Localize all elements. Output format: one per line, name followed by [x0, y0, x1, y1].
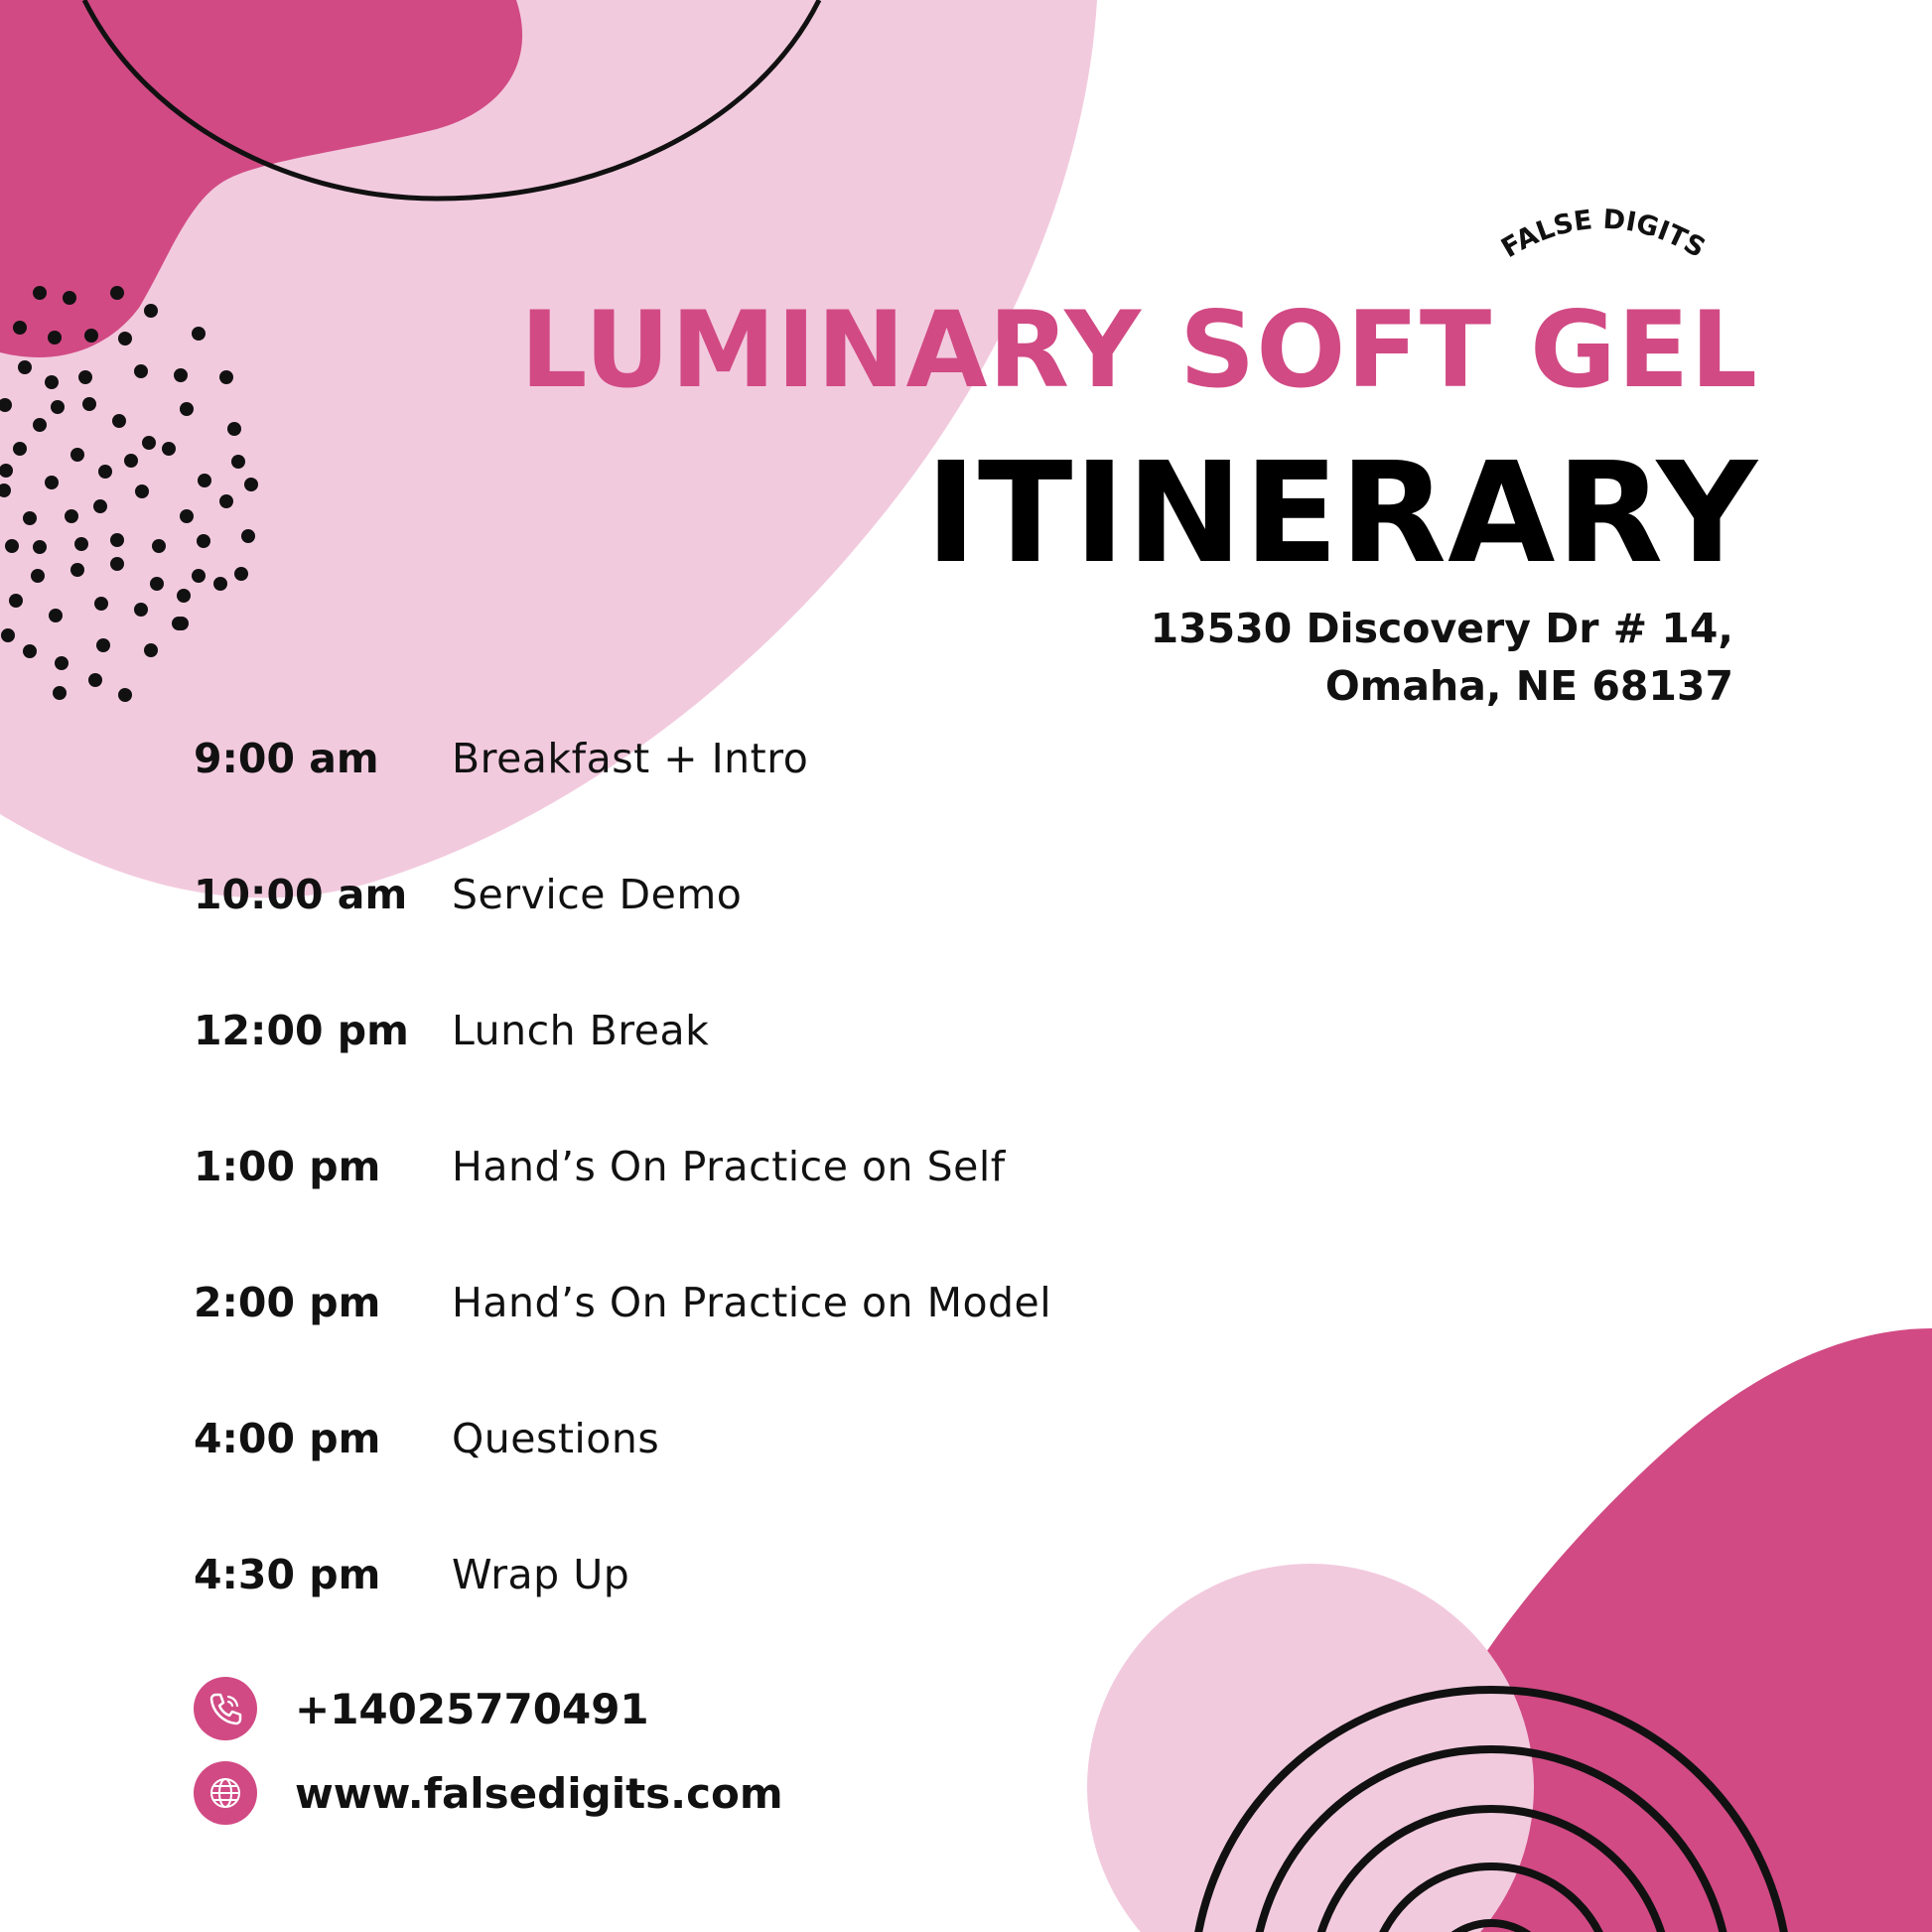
schedule-time: 10:00 am: [194, 871, 408, 918]
dot: [174, 368, 188, 382]
dot: [219, 370, 233, 384]
dot: [74, 537, 88, 551]
phone-number[interactable]: +14025770491: [295, 1684, 649, 1733]
dot: [93, 499, 107, 513]
globe-icon: [194, 1761, 257, 1825]
dot: [134, 603, 148, 617]
schedule-activity: Wrap Up: [452, 1551, 630, 1598]
brand-name: FALSE DIGITS: [1496, 204, 1711, 265]
schedule-activity: Hand’s On Practice on Self: [452, 1143, 1006, 1190]
dot: [144, 304, 158, 318]
schedule-time: 4:30 pm: [194, 1551, 381, 1598]
schedule-time: 1:00 pm: [194, 1143, 381, 1190]
dot: [135, 484, 149, 498]
dot: [110, 557, 124, 571]
schedule-time: 12:00 pm: [194, 1007, 409, 1054]
dot: [13, 321, 27, 335]
dot: [118, 332, 132, 345]
dot: [13, 442, 27, 456]
dot: [142, 436, 156, 450]
dot: [213, 577, 227, 591]
event-title: LUMINARY SOFT GEL: [519, 289, 1758, 411]
address-line-1: 13530 Discovery Dr # 14,: [1150, 605, 1733, 652]
dot: [134, 364, 148, 378]
dot: [53, 686, 67, 700]
dot: [162, 442, 176, 456]
schedule-activity: Lunch Break: [452, 1007, 710, 1054]
contact-website[interactable]: [194, 1760, 783, 1826]
dot: [124, 454, 138, 468]
dot: [63, 291, 76, 305]
phone-icon: [194, 1677, 257, 1740]
dot: [152, 539, 166, 553]
dot: [110, 286, 124, 300]
dot: [227, 422, 241, 436]
dot: [144, 643, 158, 657]
svg-text:FALSE DIGITS: [1496, 205, 1711, 264]
dot: [78, 370, 92, 384]
dot: [33, 540, 47, 554]
dot: [150, 577, 164, 591]
itinerary-heading: ITINERARY: [924, 433, 1758, 595]
dot: [33, 418, 47, 432]
dot: [31, 569, 45, 583]
dot: [177, 589, 191, 603]
dot: [70, 448, 84, 462]
dot: [82, 397, 96, 411]
dot: [112, 414, 126, 428]
address-line-2: Omaha, NE 68137: [1324, 662, 1733, 710]
dot: [192, 569, 206, 583]
dot: [219, 494, 233, 508]
dot: [84, 329, 98, 343]
dot: [180, 509, 194, 523]
dot: [33, 286, 47, 300]
dot: [49, 609, 63, 622]
website-link[interactable]: www.falsedigits.com: [295, 1768, 783, 1818]
dot: [55, 656, 69, 670]
dot: [45, 375, 59, 389]
schedule-activity: Questions: [452, 1415, 660, 1462]
dot: [198, 474, 211, 487]
contact-phone[interactable]: [194, 1676, 649, 1741]
dot: [65, 509, 78, 523]
schedule-activity: Hand’s On Practice on Model: [452, 1279, 1052, 1326]
dot: [45, 476, 59, 489]
address: [1151, 600, 1733, 715]
dot: [23, 644, 37, 658]
dot: [231, 455, 245, 469]
dot: [94, 597, 108, 611]
dot: [180, 402, 194, 416]
dot: [234, 567, 248, 581]
schedule-time: 4:00 pm: [194, 1415, 381, 1462]
dot: [244, 478, 258, 491]
dot: [175, 617, 189, 630]
dot: [48, 331, 62, 345]
dot: [1, 628, 15, 642]
dot: [96, 638, 110, 652]
dot: [51, 400, 65, 414]
schedule-activity: Service Demo: [452, 871, 743, 918]
dot: [98, 465, 112, 479]
dot: [70, 563, 84, 577]
dot: [110, 533, 124, 547]
dot: [241, 529, 255, 543]
dot: [23, 511, 37, 525]
dot: [88, 673, 102, 687]
schedule-time: 2:00 pm: [194, 1279, 381, 1326]
dot: [197, 534, 210, 548]
schedule-time: 9:00 am: [194, 735, 379, 782]
dot: [5, 539, 19, 553]
dot: [192, 327, 206, 341]
dot: [9, 594, 23, 608]
dot: [118, 688, 132, 702]
dot: [18, 360, 32, 374]
brand-logo: [1484, 184, 1723, 293]
schedule-activity: Breakfast + Intro: [452, 735, 809, 782]
